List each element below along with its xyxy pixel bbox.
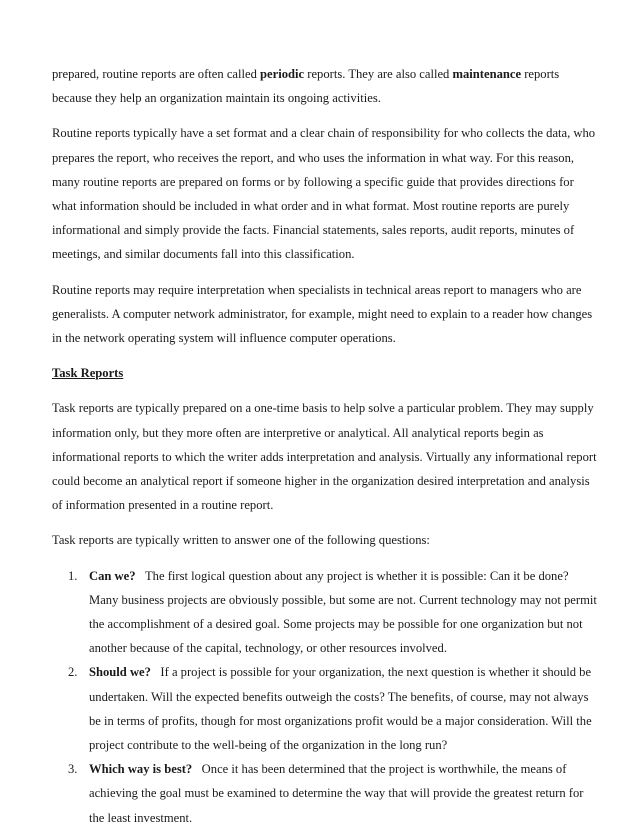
- questions-list: [52, 564, 600, 830]
- text-run: reports because they help an organization maintain its ongoing activities.: [52, 67, 560, 106]
- term-periodic: periodic: [260, 67, 305, 81]
- paragraph-task-questions-intro: Task reports are typically written to answer one of the following questions:: [52, 533, 430, 548]
- list-item: [52, 564, 600, 661]
- list-item: [52, 757, 600, 830]
- text-run: prepared, routine reports are often called: [52, 67, 261, 81]
- document-page: [52, 62, 600, 830]
- list-number: 2.: [68, 665, 78, 680]
- question-label: Can we?: [89, 568, 136, 583]
- paragraph-routine-format: Routine reports typically have a set format and a clear chain of responsibility for who collects the data, who prepares the report, who receives the report, and who uses the information in what way. For this reason, many routine reports are prepared on forms or by following a specific guide that provides directions for what information should be included in what order and in what format. Most routine reports are purely informational and simply provide the facts. Financial statements, sales reports, audit reports, minutes of meetings, and similar documents fall into this classification.: [52, 126, 596, 262]
- term-maintenance: maintenance: [452, 67, 522, 81]
- paragraph-task-reports: Task reports are typically prepared on a one-time basis to help solve a particular problem. They may supply information only, but they more often are interpretive or analytical. All analytical reports begin as informational reports to which the writer adds interpretation and analysis. Virtually any informational report could become an analytical report if someone higher in the organization desired interpretation and analysis of information presented in a routine report.: [52, 401, 597, 513]
- question-text: Once it has been determined that the project is worthwhile, the means of achieving the goal must be examined to determine the way that will provide the greatest return for the least investment.: [89, 762, 584, 825]
- question-label: Which way is best?: [89, 762, 193, 777]
- list-item: [52, 660, 600, 757]
- question-text: If a project is possible for your organization, the next question is whether it should be undertaken. Will the expected benefits outweigh the costs? The benefits, of course, may not always be in terms of profits, though for most organizations profit would be a major consideration. Will the project contribute to the well-being of the organization in the long run?: [89, 665, 592, 753]
- question-text: The first logical question about any project is whether it is possible: Can it be done? Many business projects are obviously possible, but some are not. Current technology may not permit the accomplishment of a desired goal. Some projects may be possible for one organization but not another because of the capital, technology, or other resources involved.: [89, 568, 597, 656]
- list-number: 3.: [68, 762, 78, 777]
- text-run: reports. They are also called: [304, 67, 453, 81]
- heading-task-reports: Task Reports: [52, 366, 124, 381]
- question-label: Should we?: [89, 665, 151, 680]
- paragraph-routine-continuation: [52, 62, 600, 110]
- paragraph-routine-interpretation: Routine reports may require interpretation when specialists in technical areas report to managers who are generalists. A computer network administrator, for example, might need to explain to a reader how changes in the network operating system will influence computer operations.: [52, 282, 593, 346]
- list-number: 1.: [68, 568, 78, 583]
